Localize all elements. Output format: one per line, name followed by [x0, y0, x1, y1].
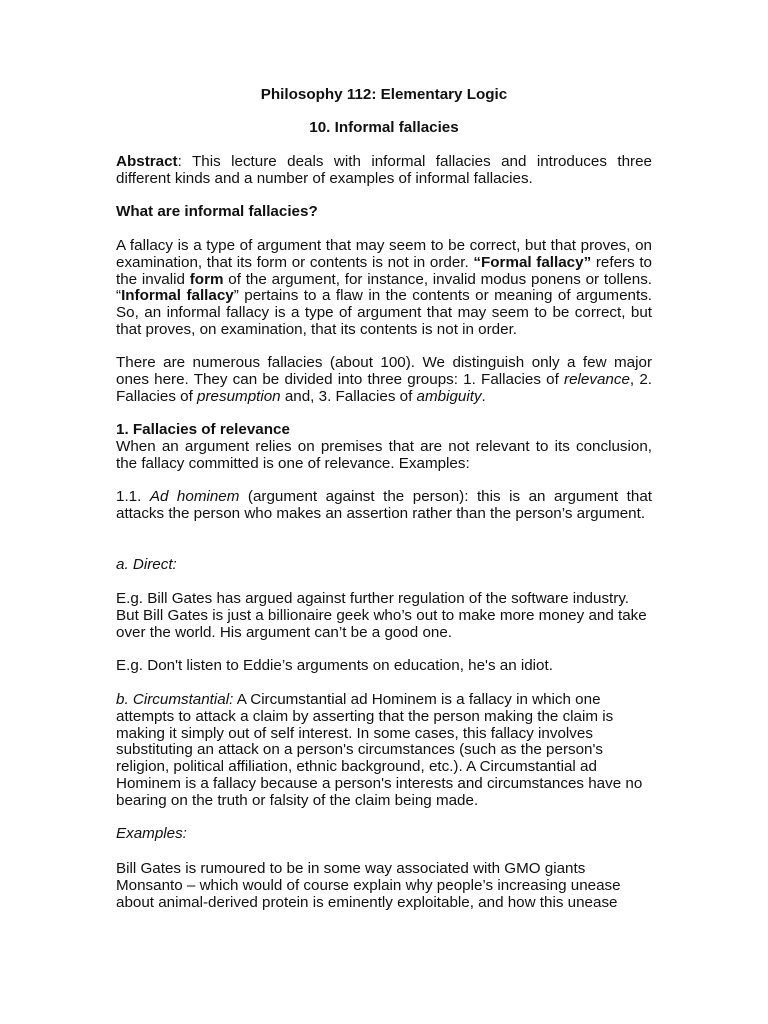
- example-bill-gates: E.g. Bill Gates has argued against further regulation of the software industry. But Bill Gates is just a billionaire geek who’s out to make more money and take over the world. His argument can’t be a good one.: [116, 590, 647, 641]
- circumstantial-paragraph: [116, 692, 652, 810]
- form-term: form: [189, 270, 224, 288]
- what-are-informal-fallacies-heading: What are informal fallacies?: [116, 203, 318, 220]
- example-eddie: E.g. Don't listen to Eddie’s arguments on education, he's an idiot.: [116, 657, 553, 674]
- relevance-term: relevance: [564, 370, 630, 388]
- abstract-text: : This lecture deals with informal fallacies and introduces three different kinds and a number of examples of informal fallacies.: [116, 153, 652, 187]
- fallacy-groups-text-1: There are numerous fallacies (about 100). We distinguish only a few major ones here. They can be divided into three groups: 1. Fallacies of: [116, 354, 652, 388]
- circumstantial-label: b. Circumstantial:: [116, 691, 234, 708]
- relevance-section: [116, 422, 652, 472]
- ad-hominem-number: 1.1.: [116, 488, 150, 505]
- fallacy-groups-text-2: , 2. Fallacies of: [116, 370, 652, 405]
- fallacy-definition-paragraph: [116, 238, 652, 339]
- fallacy-definition-text-2: refers to the invalid: [116, 253, 653, 288]
- fallacy-definition-text-4: ” pertains to a flaw in the contents or meaning of arguments. So, an informal fallacy is a type of argument that may seem to be correct, but that proves, on examination, that its contents is not in order.: [116, 287, 653, 338]
- direct-label-line: [116, 557, 652, 574]
- fallacy-groups-paragraph: [116, 355, 652, 405]
- ad-hominem-term: Ad hominem: [149, 488, 240, 505]
- examples-label-line: [116, 826, 652, 843]
- relevance-text: When an argument relies on premises that are not relevant to its conclusion, the fallacy committed is one of relevance. Examples:: [116, 437, 652, 472]
- fallacy-groups-text-3: and, 3. Fallacies of: [280, 387, 417, 405]
- document-title: Philosophy 112: Elementary Logic: [260, 86, 508, 103]
- lecture-title: 10. Informal fallacies: [309, 119, 459, 136]
- formal-fallacy-term: “Formal fallacy”: [473, 253, 592, 271]
- ad-hominem-text: (argument against the person): this is an argument that attacks the person who makes an assertion rather than the person’s argument.: [116, 488, 652, 522]
- presumption-term: presumption: [197, 387, 281, 405]
- examples-label: Examples:: [116, 825, 187, 842]
- relevance-heading: 1. Fallacies of relevance: [116, 421, 290, 438]
- informal-fallacy-term: Informal fallacy: [121, 287, 234, 305]
- fallacy-definition-text-1: A fallacy is a type of argument that may seem to be correct, but that proves, on examination, that its form or contents is not in order.: [116, 237, 652, 271]
- fallacy-groups-text-4: .: [481, 387, 486, 405]
- fallacy-definition-text-3: of the argument, for instance, invalid modus ponens or tollens. “: [116, 270, 653, 305]
- abstract-label: Abstract: [116, 153, 178, 170]
- ambiguity-term: ambiguity: [416, 387, 482, 405]
- abstract-paragraph: [116, 154, 652, 188]
- ad-hominem-paragraph: [116, 489, 652, 523]
- bill-gates-monsanto-paragraph: Bill Gates is rumoured to be in some way associated with GMO giants Monsanto – which would of course explain why people’s increasing unease about animal-derived protein is eminently exploitable, and how this unease: [116, 860, 621, 911]
- direct-label: a. Direct:: [116, 556, 177, 573]
- circumstantial-text: A Circumstantial ad Hominem is a fallacy in which one attempts to attack a claim by asserting that the person making the claim is making it simply out of self interest. In some cases, this fallacy involves substituting an attack on a person's circumstances (such as the person's religion, political affiliation, ethnic background, etc.). A Circumstantial ad Hominem is a fallacy because a person's interests and circumstances have no bearing on the truth or falsity of the claim being made.: [116, 691, 643, 809]
